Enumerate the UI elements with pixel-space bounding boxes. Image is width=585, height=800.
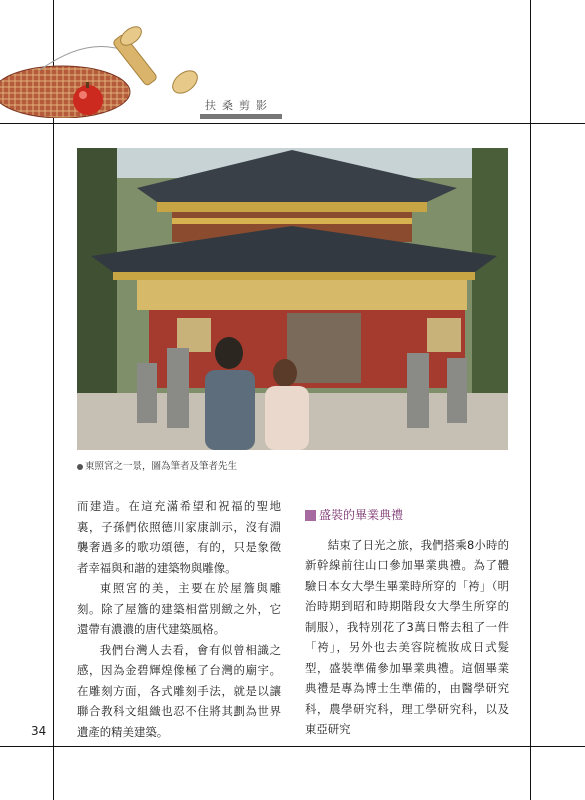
left-column: [77, 496, 281, 742]
section-heading: [305, 505, 509, 526]
right-column: [305, 505, 509, 740]
paragraph: 我們台灣人去看，會有似曾相識之感，因為金碧輝煌像極了台灣的廟宇。在雕刻方面，各式雕刻手法，就是以讓聯合教科文組織也忍不住將其劃為世界遺產的精美建築。: [77, 642, 281, 739]
paragraph: 結束了日光之旅，我們搭乘8小時的新幹線前往山口參加畢業典禮。為了體驗日本女大學生畢業時所穿的「袴」（明治時期到昭和時期階段女大學生所穿的制服），我特別花了3萬日幣去租了一件「袴」，另外也去美容院梳妝成日式髮型，盛裝準備參加畢業典禮。這個畢業典禮是專為博士生準備的，由醫學研究科，農學研究科，理工學研究科，以及東亞研究: [305, 537, 509, 736]
paragraph: 東照宮的美，主要在於屋簷與雕刻。除了屋簷的建築相當別緻之外，它還帶有濃濃的唐代建築風格。: [77, 581, 281, 636]
caption-text: 東照宮之一景，圖為筆者及筆者先生: [85, 461, 238, 472]
crop-line-left: [53, 0, 54, 800]
photo-caption: [77, 458, 237, 472]
square-marker-icon: [305, 510, 316, 521]
paragraph: 而建造。在這充滿希望和祝福的聖地裏，子孫們依照德川家康訓示，沒有淵襲奢過多的歌功頌德，有的，只是象徵者幸福與和諧的建築物與雕像。: [77, 499, 281, 575]
section-title: 扶桑剪影: [205, 99, 273, 112]
header-decoration: [0, 0, 225, 118]
header-bar: [200, 114, 282, 119]
page-number: 34: [31, 724, 47, 738]
section-heading-text: 盛裝的畢業典禮: [319, 508, 404, 522]
shrine-photo: [77, 148, 508, 450]
crop-line-top: [0, 123, 585, 124]
crop-line-right: [530, 0, 531, 800]
crop-line-bottom: [0, 746, 585, 747]
bullet-icon: [77, 464, 83, 470]
